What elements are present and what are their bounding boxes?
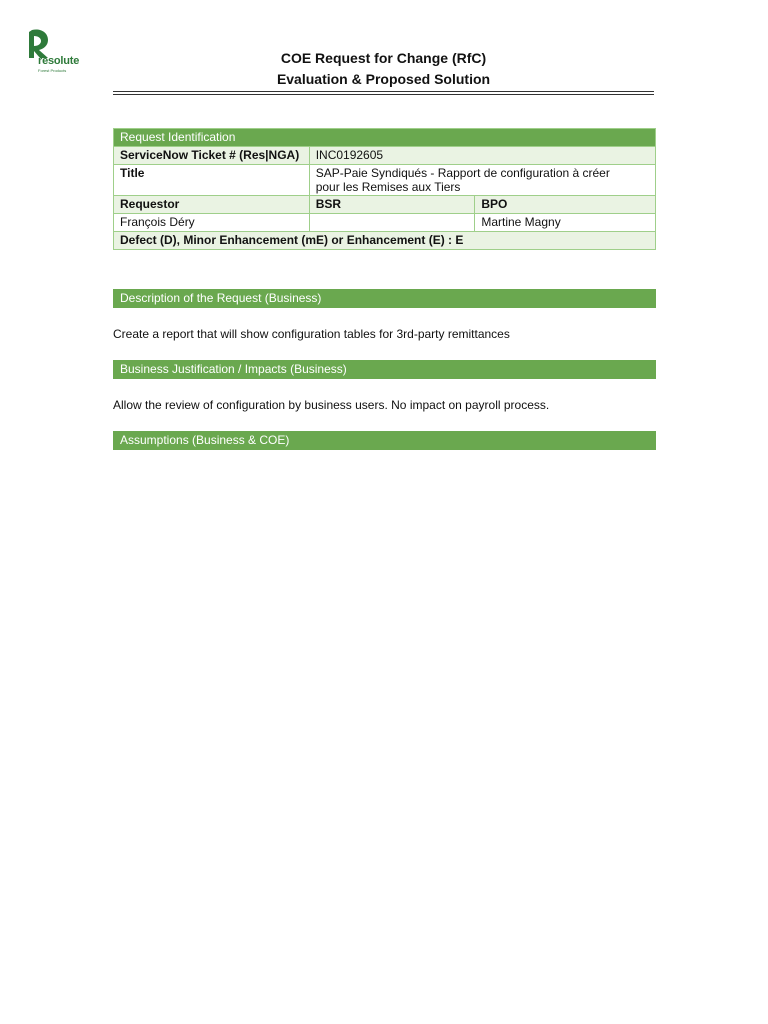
- bpo-label: BPO: [475, 196, 656, 214]
- assumptions-section-header: Assumptions (Business & COE): [113, 431, 656, 450]
- requestor-value: François Déry: [114, 214, 310, 232]
- ticket-label: ServiceNow Ticket # (Res|NGA): [114, 147, 310, 165]
- bpo-value: Martine Magny: [475, 214, 656, 232]
- bsr-value: [309, 214, 475, 232]
- description-section-header: Description of the Request (Business): [113, 289, 656, 308]
- justification-text: Allow the review of configuration by business users. No impact on payroll process.: [113, 398, 550, 412]
- title-value: [309, 165, 655, 196]
- change-type: Defect (D), Minor Enhancement (mE) or Enhancement (E) : E: [114, 232, 656, 250]
- justification-section-header: Business Justification / Impacts (Business): [113, 360, 656, 379]
- logo-wordmark: resolute: [38, 55, 80, 67]
- title-value-line1: SAP-Paie Syndiqués - Rapport de configuration à créer: [315, 166, 610, 180]
- title-label: Title: [114, 165, 310, 196]
- bsr-label: BSR: [309, 196, 475, 214]
- requestor-label: Requestor: [114, 196, 310, 214]
- logo-subtitle: Forest Products: [38, 68, 67, 73]
- request-identification-table: [113, 128, 656, 250]
- header-divider-top: [113, 91, 654, 92]
- title-value-line2: pour les Remises aux Tiers: [315, 180, 461, 194]
- ticket-value: INC0192605: [309, 147, 655, 165]
- request-identification-header: Request Identification: [114, 129, 656, 147]
- document-subtitle: Evaluation & Proposed Solution: [276, 71, 491, 87]
- header-divider-bottom: [113, 94, 654, 95]
- document-title: COE Request for Change (RfC): [280, 50, 487, 66]
- description-text: Create a report that will show configuration tables for 3rd-party remittances: [113, 327, 510, 341]
